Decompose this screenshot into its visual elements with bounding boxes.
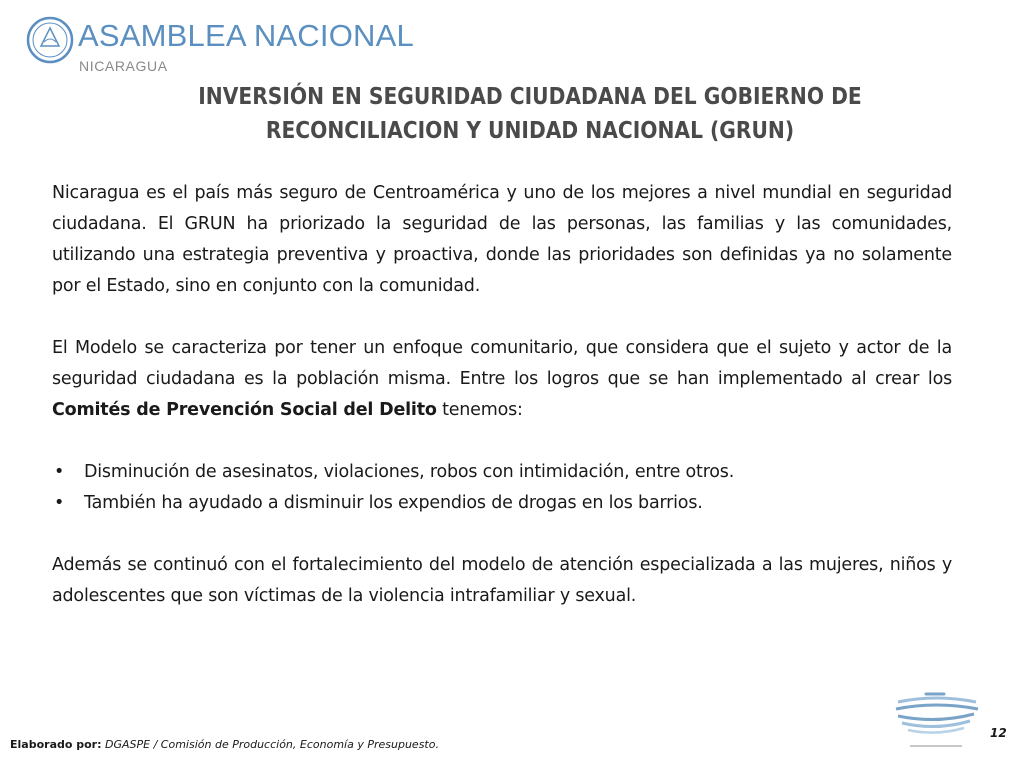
- bullet-icon: •: [54, 462, 65, 482]
- bullet-text: Disminución de asesinatos, violaciones, robos con intimidación, entre otros.: [84, 462, 735, 482]
- slide-body: [52, 178, 952, 612]
- spacer: [52, 426, 952, 457]
- slide-title: [134, 80, 926, 148]
- national-seal-icon: [26, 16, 74, 64]
- list-item: [52, 457, 952, 488]
- paragraph-2-bold: Comités de Prevención Social del Delito: [52, 400, 437, 420]
- footer-credit: [10, 738, 439, 751]
- title-line-2: RECONCILIACION Y UNIDAD NACIONAL (GRUN): [265, 118, 795, 144]
- paragraph-1: Nicaragua es el país más seguro de Centroamérica y uno de los mejores a nivel mundial en seguridad ciudadana. El GRUN ha priorizado la seguridad de las personas, las familias y las comunidades, utilizando una estrategia preventiva y proactiva, donde las prioridades son definidas ya no solamente por el Estado, sino en conjunto con la comunidad.: [52, 183, 952, 296]
- title-line-1: INVERSIÓN EN SEGURIDAD CIUDADANA DEL GOBIERNO DE: [198, 84, 862, 110]
- footer-label: Elaborado por:: [10, 738, 102, 751]
- spacer: [52, 519, 952, 550]
- bullet-text: También ha ayudado a disminuir los expendios de drogas en los barrios.: [84, 493, 703, 513]
- paragraph-3: Además se continuó con el fortalecimiento del modelo de atención especializada a las mujeres, niños y adolescentes que son víctimas de la violencia intrafamiliar y sexual.: [52, 555, 952, 606]
- paragraph-2-end: tenemos:: [436, 400, 523, 420]
- page-number: 12: [990, 726, 1007, 740]
- paragraph-2: [52, 333, 952, 426]
- footer-value: DGASPE / Comisión de Producción, Economía y Presupuesto.: [101, 738, 439, 751]
- bullet-list: [52, 457, 952, 519]
- bullet-icon: •: [54, 493, 65, 513]
- spacer: [52, 302, 952, 333]
- brand-country: NICARAGUA: [79, 58, 168, 74]
- paragraph-2-start: El Modelo se caracteriza por tener un enfoque comunitario, que considera que el sujeto y actor de la seguridad ciudadana es la población misma. Entre los logros que se han implementado al crear los: [52, 338, 952, 389]
- assembly-logo-icon: [888, 690, 984, 754]
- header: [26, 14, 414, 78]
- list-item: [52, 488, 952, 519]
- brand-name: ASAMBLEA NACIONAL: [78, 18, 414, 53]
